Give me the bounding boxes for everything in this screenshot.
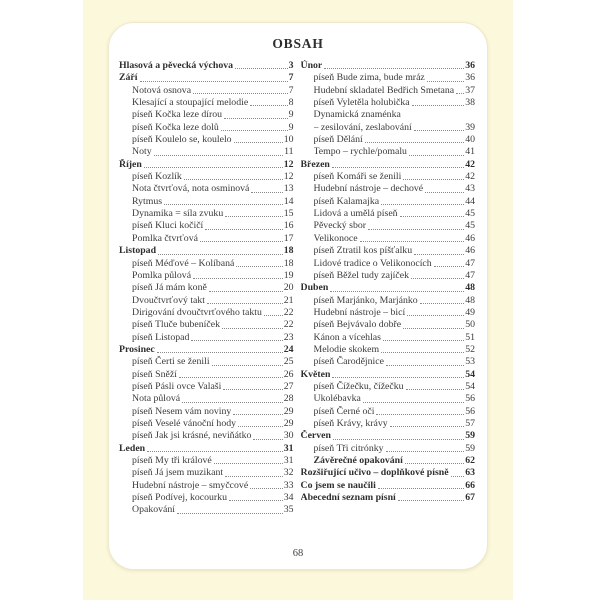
dot-leader: [205, 229, 282, 230]
toc-entry-page: 59: [465, 430, 475, 442]
dot-leader: [264, 315, 283, 316]
toc-entry-page: 49: [465, 306, 475, 318]
toc-entry: [301, 467, 476, 479]
dot-leader: [332, 377, 464, 378]
dot-leader: [233, 414, 282, 415]
toc-entry-label: píseň Bude zima, bude mráz: [313, 72, 425, 84]
toc-entry: [119, 467, 294, 479]
toc-entry-label: Lidové tradice o Velikonocích: [313, 257, 432, 269]
toc-entry-label: píseň Čížečku, čížečku: [313, 380, 404, 392]
scanned-book-page: [83, 0, 513, 600]
toc-entry-label: Říjen: [119, 158, 142, 170]
toc-entry-label: Pomlka půlová: [132, 269, 192, 281]
toc-entry: [119, 443, 294, 455]
toc-entry-page: 19: [283, 269, 294, 281]
toc-entry: [301, 406, 476, 418]
toc-entry-label: Rozšiřující učivo – doplňkové písně: [300, 467, 449, 479]
toc-entry-page: 20: [283, 282, 294, 294]
toc-entry-page: 12: [283, 171, 294, 183]
toc-entry: [301, 418, 476, 430]
toc-entry-page: 50: [465, 319, 475, 331]
dot-leader: [177, 513, 283, 514]
dot-leader: [405, 463, 464, 464]
toc-entry: [301, 344, 476, 356]
dot-leader: [250, 105, 287, 106]
dot-leader: [250, 488, 283, 489]
dot-leader: [420, 303, 465, 304]
toc-entry-page: 18: [283, 245, 294, 257]
toc-entry-label: Abecední seznam písní: [300, 492, 396, 504]
toc-entry-page: 15: [283, 208, 294, 220]
toc-entry-page: 54: [465, 368, 475, 380]
toc-entry-label: Hudební skladatel Bedřich Smetana: [313, 84, 455, 96]
toc-entry: [119, 356, 294, 368]
dot-leader: [403, 179, 464, 180]
toc-entry: [119, 307, 294, 319]
dot-leader: [235, 68, 288, 69]
toc-entry: [301, 492, 476, 504]
toc-entry-page: 10: [283, 134, 294, 146]
toc-entry-label: píseň Kozlík: [132, 171, 182, 183]
dot-leader: [456, 93, 464, 94]
toc-entry-page: 52: [465, 343, 475, 355]
dot-leader: [209, 291, 283, 292]
toc-entry-page: 29: [283, 405, 294, 417]
dot-leader: [378, 488, 464, 489]
dot-leader: [363, 402, 464, 403]
toc-entry-page: 51: [465, 331, 475, 343]
toc-entry: [119, 369, 294, 381]
toc-entry: [301, 245, 476, 257]
toc-entry-page: 45: [465, 220, 475, 232]
toc-entry: [119, 381, 294, 393]
toc-entry-label: píseň Běžel tudy zajíček: [313, 269, 409, 281]
toc-entry-page: 48: [465, 282, 475, 294]
dot-leader: [332, 167, 464, 168]
toc-entry-page: 45: [465, 208, 475, 220]
toc-entry-label: píseň Čerti se ženili: [132, 356, 210, 368]
dot-leader: [147, 451, 283, 452]
toc-entry-page: 48: [465, 294, 475, 306]
toc-entry-page: 28: [283, 393, 294, 405]
toc-entry-page: 43: [465, 183, 475, 195]
toc-entry-label: píseň Bejvávalo dobře: [313, 319, 402, 331]
toc-entry-page: 27: [283, 380, 294, 392]
dot-leader: [236, 266, 282, 267]
toc-entry-label: Listopad: [119, 245, 157, 257]
toc-entry-label: píseň Komáři se ženili: [313, 171, 402, 183]
dot-leader: [390, 426, 465, 427]
toc-entry-label: píseň Dělání: [313, 134, 363, 146]
toc-entry-label: Závěrečné opakování: [313, 455, 403, 466]
toc-entry: [301, 443, 476, 455]
toc-entry-label: píseň Kočka leze dolů: [132, 121, 219, 133]
toc-entry-page: 36: [465, 72, 475, 84]
dot-leader: [225, 216, 282, 217]
toc-entry: [301, 183, 476, 195]
toc-entry-label: Dvoučtvrťový takt: [132, 294, 206, 306]
toc-entry-label: Ukolébavka: [313, 393, 361, 405]
toc-entry: [119, 344, 294, 356]
toc-entry-page: 34: [283, 492, 294, 504]
toc-entry-label: píseň Méďové – Kolíbaná: [132, 257, 235, 269]
toc-entry: [301, 122, 476, 134]
toc-entry-page: 17: [283, 232, 294, 244]
dot-leader: [386, 365, 464, 366]
dot-leader: [427, 81, 464, 82]
toc-entry-page: 9: [288, 109, 294, 121]
toc-entry: [301, 72, 476, 84]
dot-leader: [200, 241, 283, 242]
toc-entry-page: 3: [288, 60, 294, 71]
toc-entry-page: 22: [283, 319, 294, 331]
dot-leader: [253, 439, 282, 440]
toc-entry: [301, 159, 476, 171]
dot-leader: [365, 142, 464, 143]
toc-entry: [301, 109, 476, 121]
toc-entry: [119, 282, 294, 294]
toc-entry-label: Hlasová a pěvecká výchova: [119, 60, 234, 71]
page-number: 68: [292, 548, 304, 559]
toc-entry: [301, 393, 476, 405]
toc-entry: [119, 245, 294, 257]
toc-entry-label: píseň Kočka leze dírou: [132, 109, 223, 121]
toc-entry-page: 41: [465, 146, 475, 158]
toc-entry-page: 7: [288, 72, 294, 84]
dot-leader: [212, 365, 283, 366]
toc-entry: [119, 97, 294, 109]
toc-entry-page: 59: [465, 442, 475, 454]
toc-entry: [301, 295, 476, 307]
toc-entry-page: 7: [288, 84, 294, 96]
dot-leader: [184, 179, 283, 180]
dot-leader: [229, 500, 283, 501]
toc-entry-page: 63: [465, 467, 475, 479]
toc-entry-page: 40: [465, 134, 475, 146]
toc-entry: [119, 393, 294, 405]
toc-entry-page: 67: [465, 492, 475, 504]
toc-entry-page: 31: [283, 455, 294, 466]
toc-entry-page: 23: [283, 331, 294, 343]
toc-entry-page: 32: [283, 467, 294, 479]
toc-entry: [119, 72, 294, 84]
toc-entry-label: Pomlka čtvrťová: [132, 232, 198, 244]
toc-entry: [119, 295, 294, 307]
toc-entry-page: 29: [283, 417, 294, 429]
dot-leader: [406, 389, 465, 390]
toc-entry: [301, 282, 476, 294]
toc-entry-label: Opakování: [132, 504, 175, 516]
toc-entry: [301, 270, 476, 282]
toc-columns: [109, 60, 487, 517]
toc-entry: [119, 233, 294, 245]
toc-entry-page: 36: [465, 60, 475, 71]
toc-entry: [119, 418, 294, 430]
toc-entry-label: píseň Ztratil kos píšťalku: [313, 245, 413, 257]
toc-entry: [119, 208, 294, 220]
dot-leader: [411, 278, 464, 279]
toc-entry-label: Dirigování dvoučtvrťového taktu: [132, 306, 262, 318]
dot-leader: [324, 68, 464, 69]
toc-entry: [301, 208, 476, 220]
toc-entry-label: píseň Já mám koně: [132, 282, 207, 294]
toc-entry-label: píseň Veselé vánoční hody: [132, 417, 237, 429]
toc-entry-page: 9: [288, 121, 294, 133]
toc-entry-label: píseň Já jsem muzikant: [132, 467, 224, 479]
dot-leader: [376, 414, 464, 415]
content-card: [108, 22, 488, 570]
toc-entry-label: Kánon a vícehlas: [313, 331, 381, 343]
dot-leader: [234, 142, 283, 143]
toc-entry-page: 39: [465, 121, 475, 133]
toc-entry-page: 47: [465, 257, 475, 269]
dot-leader: [224, 118, 288, 119]
toc-entry-page: 24: [283, 343, 294, 355]
toc-entry: [119, 455, 294, 467]
dot-leader: [412, 105, 465, 106]
dot-leader: [193, 93, 288, 94]
toc-entry-page: 54: [465, 380, 475, 392]
toc-entry: [301, 480, 476, 492]
toc-entry: [119, 430, 294, 442]
toc-entry-page: 56: [465, 405, 475, 417]
toc-entry-label: píseň Kluci kočičí: [132, 220, 204, 232]
dot-leader: [144, 167, 283, 168]
toc-entry: [119, 492, 294, 504]
toc-entry: [301, 60, 476, 72]
toc-entry: [301, 369, 476, 381]
dot-leader: [157, 352, 283, 353]
toc-entry: [301, 258, 476, 270]
dot-leader: [158, 254, 283, 255]
toc-entry: [119, 122, 294, 134]
toc-entry-label: Prosinec: [119, 343, 155, 355]
dot-leader: [164, 204, 283, 205]
toc-entry: [301, 97, 476, 109]
toc-entry-label: píseň My tři králové: [132, 455, 212, 466]
toc-entry-label: Hudební nástroje – dechové: [313, 183, 424, 195]
toc-entry: [301, 146, 476, 158]
dot-leader: [193, 278, 283, 279]
dot-leader: [225, 476, 283, 477]
toc-entry-page: 35: [283, 504, 294, 516]
dot-leader: [383, 340, 464, 341]
dot-leader: [223, 389, 282, 390]
dot-leader: [333, 439, 464, 440]
toc-entry-label: Dynamická znaménka: [313, 109, 401, 121]
toc-entry: [301, 196, 476, 208]
toc-entry: [301, 430, 476, 442]
toc-entry-label: Co jsem se naučili: [300, 479, 376, 491]
toc-entry: [301, 319, 476, 331]
toc-entry-page: 66: [465, 479, 475, 491]
toc-entry-label: píseň Vyletěla holubička: [313, 97, 410, 109]
toc-entry-page: 47: [465, 269, 475, 281]
dot-leader: [386, 451, 465, 452]
toc-entry-label: píseň Černé oči: [313, 405, 375, 417]
toc-entry-page: 33: [283, 479, 294, 491]
toc-entry-label: Květen: [300, 368, 331, 380]
dot-leader: [154, 155, 283, 156]
toc-entry-page: 22: [283, 306, 294, 318]
toc-entry-label: Září: [119, 72, 138, 84]
toc-entry-page: 8: [288, 97, 294, 109]
dot-leader: [403, 328, 464, 329]
toc-entry-label: Dynamika = síla zvuku: [132, 208, 224, 220]
toc-entry-page: 14: [283, 195, 294, 207]
toc-entry-page: 30: [283, 430, 294, 442]
toc-entry-label: Hudební nástroje – bicí: [313, 306, 406, 318]
dot-leader: [451, 476, 465, 477]
toc-entry-page: 42: [465, 158, 475, 170]
toc-entry: [301, 307, 476, 319]
toc-entry-label: píseň Čarodějnice: [313, 356, 384, 368]
toc-entry-page: 38: [465, 97, 475, 109]
toc-entry-page: 56: [465, 393, 475, 405]
toc-entry-label: Rytmus: [132, 195, 163, 207]
toc-entry-label: píseň Pásli ovce Valaši: [132, 380, 222, 392]
toc-entry: [119, 319, 294, 331]
toc-entry: [301, 332, 476, 344]
dot-leader: [330, 291, 464, 292]
toc-entry-label: píseň Podívej, kocourku: [132, 492, 227, 504]
toc-entry-label: píseň Marjánko, Marjánko: [313, 294, 418, 306]
toc-entry-label: Tempo – rychle/pomalu: [313, 146, 407, 158]
toc-entry: [119, 270, 294, 282]
dot-leader: [251, 192, 282, 193]
toc-entry-page: 53: [465, 356, 475, 368]
dot-leader: [221, 130, 288, 131]
toc-entry-page: 46: [465, 245, 475, 257]
dot-leader: [425, 192, 464, 193]
toc-entry: [301, 455, 476, 467]
dot-leader: [400, 216, 465, 217]
toc-entry-label: píseň Tři citrónky: [313, 442, 384, 454]
toc-entry-label: píseň Tluče bubeníček: [132, 319, 220, 331]
toc-entry: [301, 220, 476, 232]
toc-entry-page: 42: [465, 171, 475, 183]
toc-entry: [119, 220, 294, 232]
toc-entry-label: píseň Koulelo se, koulelo: [132, 134, 232, 146]
toc-entry-label: Velikonoce: [313, 232, 358, 244]
dot-leader: [414, 254, 464, 255]
toc-entry: [119, 85, 294, 97]
toc-entry: [119, 480, 294, 492]
toc-entry-page: 62: [465, 455, 475, 466]
dot-leader: [398, 500, 464, 501]
dot-leader: [140, 81, 288, 82]
toc-entry-label: Lidová a umělá píseň: [313, 208, 398, 220]
toc-entry-label: – zesilování, zeslabování: [313, 121, 412, 133]
dot-leader: [182, 402, 283, 403]
dot-leader: [179, 377, 283, 378]
dot-leader: [368, 229, 464, 230]
toc-entry: [119, 332, 294, 344]
toc-entry-label: Nota půlová: [132, 393, 181, 405]
toc-entry-page: 37: [465, 84, 475, 96]
toc-column-left: [119, 60, 294, 517]
toc-entry-page: 25: [283, 356, 294, 368]
toc-entry-label: Únor: [300, 60, 323, 71]
toc-entry: [119, 134, 294, 146]
toc-entry: [301, 356, 476, 368]
toc-entry-page: 21: [283, 294, 294, 306]
toc-entry-page: 31: [283, 442, 294, 454]
toc-entry-label: Duben: [300, 282, 329, 294]
toc-entry-label: Nota čtvrťová, nota osminová: [132, 183, 250, 195]
dot-leader: [238, 426, 283, 427]
dot-leader: [207, 303, 283, 304]
dot-leader: [191, 340, 282, 341]
toc-entry-page: 26: [283, 368, 294, 380]
dot-leader: [434, 266, 465, 267]
toc-entry-label: Leden: [119, 442, 146, 454]
toc-entry-label: Melodie skokem: [313, 343, 380, 355]
toc-entry-page: 12: [283, 158, 294, 170]
page-title: OBSAH: [272, 36, 324, 51]
toc-entry-label: Pěvecký sbor: [313, 220, 367, 232]
toc-entry: [119, 159, 294, 171]
dot-leader: [409, 155, 464, 156]
toc-entry: [301, 171, 476, 183]
toc-entry-page: 57: [465, 417, 475, 429]
toc-entry: [301, 85, 476, 97]
toc-entry: [119, 146, 294, 158]
toc-entry-label: Červen: [300, 430, 331, 442]
toc-entry-page: 44: [465, 195, 475, 207]
dot-leader: [381, 204, 464, 205]
toc-entry-label: píseň Nesem vám noviny: [132, 405, 232, 417]
toc-entry: [301, 134, 476, 146]
dot-leader: [214, 463, 283, 464]
toc-entry: [119, 196, 294, 208]
toc-entry: [119, 258, 294, 270]
toc-entry-page: 46: [465, 232, 475, 244]
dot-leader: [360, 241, 465, 242]
toc-entry-page: 16: [283, 220, 294, 232]
dot-leader: [381, 352, 464, 353]
toc-column-right: [301, 60, 476, 517]
toc-entry-label: Notová osnova: [132, 84, 192, 96]
toc-entry-label: píseň Jak jsi krásné, neviňátko: [132, 430, 252, 442]
dot-leader: [222, 328, 283, 329]
toc-entry: [119, 406, 294, 418]
toc-entry-label: píseň Krávy, krávy: [313, 417, 388, 429]
toc-entry-page: 13: [283, 183, 294, 195]
toc-entry: [119, 109, 294, 121]
toc-entry-page: 11: [284, 146, 294, 158]
toc-entry: [119, 183, 294, 195]
toc-entry-label: Hudební nástroje – smyčcové: [132, 479, 249, 491]
toc-entry-label: píseň Kalamajka: [313, 195, 380, 207]
toc-entry: [119, 60, 294, 72]
dot-leader: [414, 130, 464, 131]
toc-entry-label: Klesající a stoupající melodie: [132, 97, 249, 109]
toc-entry: [119, 504, 294, 516]
toc-entry-label: Březen: [300, 158, 330, 170]
toc-entry-page: 18: [283, 257, 294, 269]
toc-entry: [301, 381, 476, 393]
toc-entry-label: píseň Sněží: [132, 368, 177, 380]
dot-leader: [407, 315, 464, 316]
toc-entry: [119, 171, 294, 183]
toc-entry-label: Noty: [132, 146, 152, 158]
toc-entry: [301, 233, 476, 245]
toc-entry-label: píseň Listopad: [132, 331, 190, 343]
